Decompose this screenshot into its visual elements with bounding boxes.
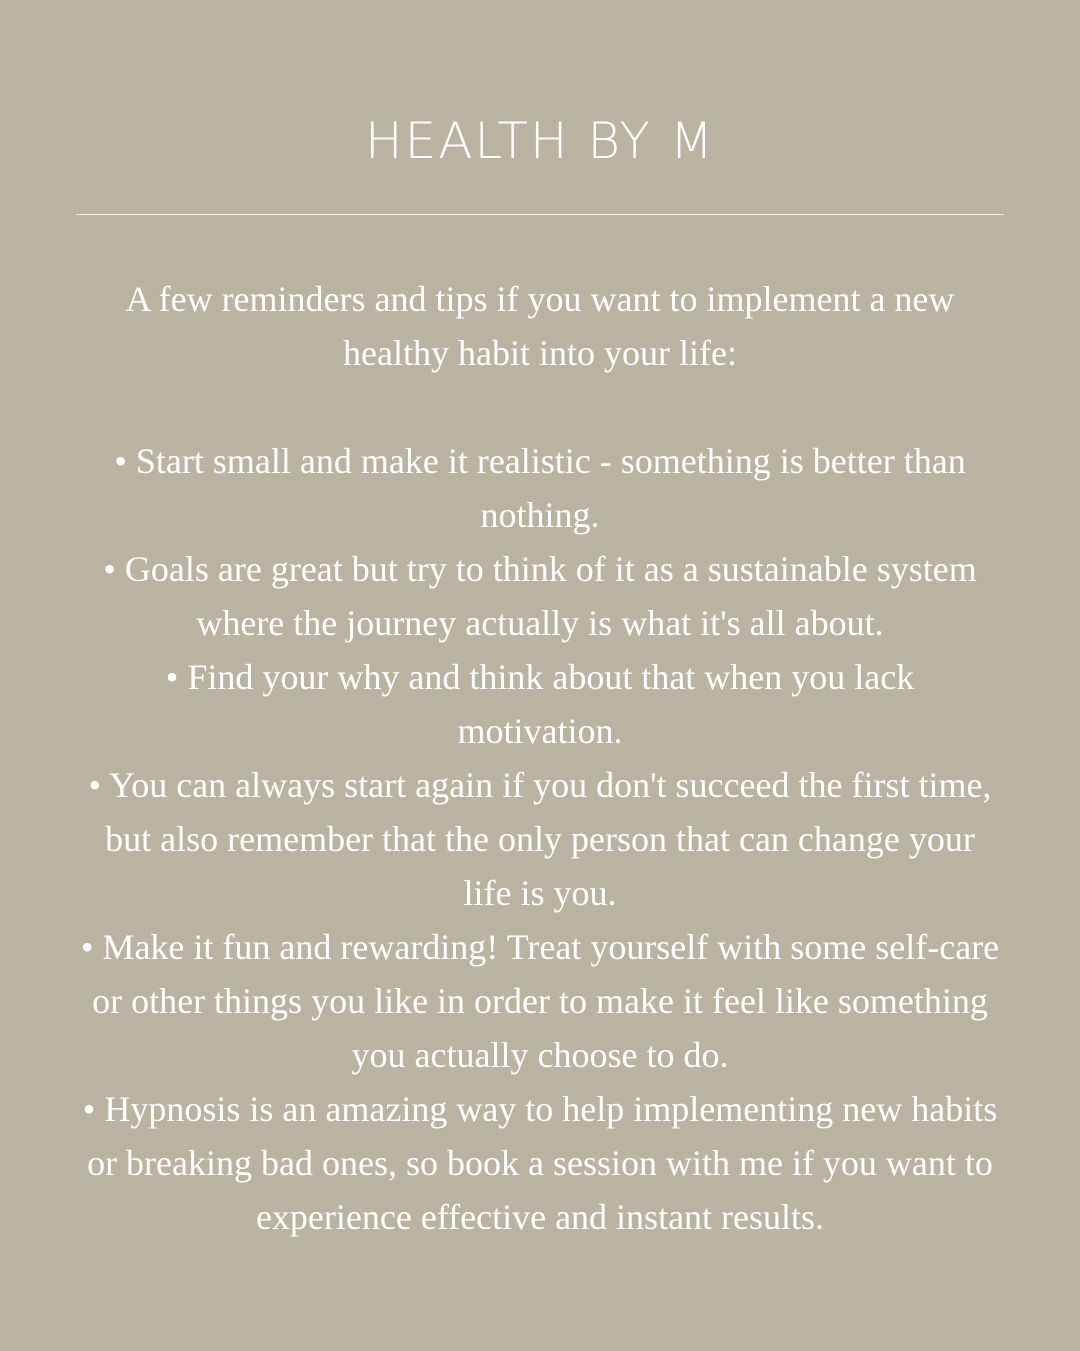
brand-title: HEALTH BY M (365, 112, 715, 170)
tip-find-your-why: • Find your why and think about that when you lack motivation. (165, 657, 915, 751)
tips-text-block (80, 272, 1000, 1244)
tip-make-it-fun: • Make it fun and rewarding! Treat yourself with some self-care or other things you like in order to make it feel like something you actually choose to do. (80, 927, 1000, 1075)
tip-hypnosis: • Hypnosis is an amazing way to help implementing new habits or breaking bad ones, so book a session with me if you want to experience effective and instant results. (82, 1089, 998, 1237)
tip-sustainable-system: • Goals are great but try to think of it as a sustainable system where the journey actually is what it's all about. (103, 549, 977, 643)
tip-start-again: • You can always start again if you don't succeed the first time, but also remember that the only person that can change your life is you. (88, 765, 992, 913)
title-divider (76, 214, 1004, 215)
intro-paragraph: A few reminders and tips if you want to implement a new healthy habit into your life: (125, 279, 955, 373)
tip-start-small: • Start small and make it realistic - something is better than nothing. (114, 441, 966, 535)
